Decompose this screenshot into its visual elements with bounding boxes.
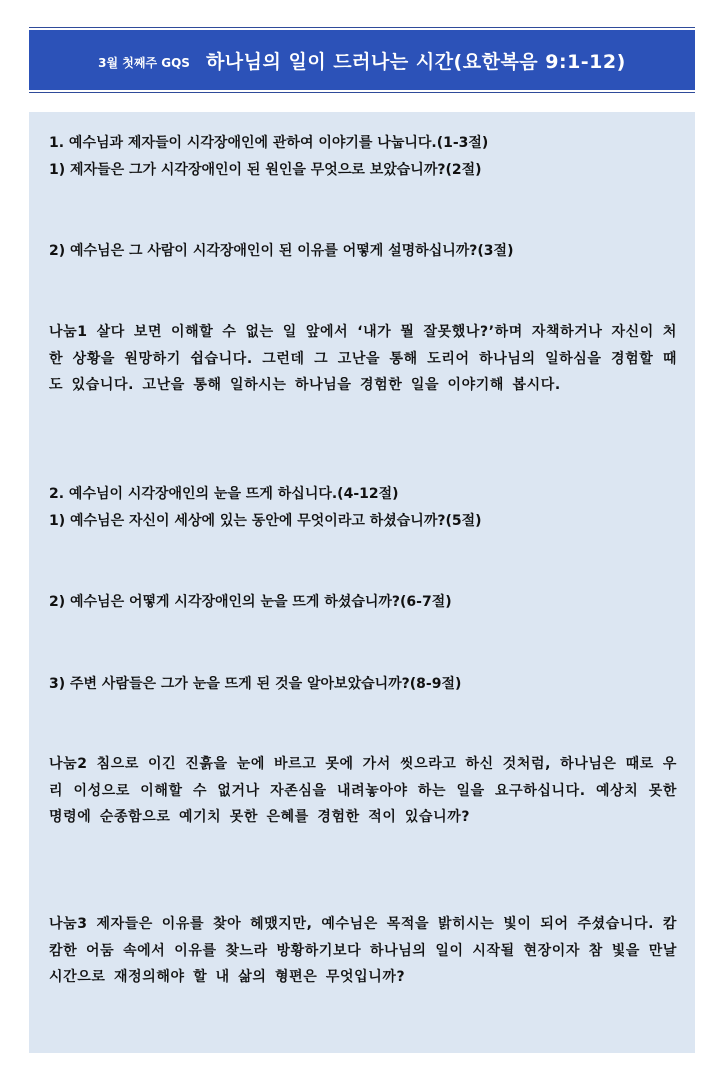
sharing-3: 나눔3 제자들은 이유를 찾아 헤맸지만, 예수님은 목적을 밝히시는 빛이 되어 주셨습니다. 캄캄한 어둠 속에서 이유를 찾느라 방황하기보다 하나님의 일이 시작될 현장이자 참 빛을 만날 시간으로 재정의해야 할 내 삶의 형편은 무엇입니까? [49,916,677,985]
header-subtitle: 3월 첫째주 GQS [98,55,190,70]
section-2-question-3: 3) 주변 사람들은 그가 눈을 뜨게 된 것을 알아보았습니까?(8-9절) [49,676,462,692]
sharing-1: 나눔1 살다 보면 이해할 수 없는 일 앞에서 ‘내가 뭘 잘못했나?’하며 자책하거나 자신이 처한 상황을 원망하기 쉽습니다. 그런데 그 고난을 통해 도리어 하나님의 일하심을 경험할 때도 있습니다. 고난을 통해 일하시는 하나님을 경험한 일을 이야기해 봅시다. [49,324,677,393]
section-1-heading: 1. 예수님과 제자들이 시각장애인에 관하여 이야기를 나눕니다.(1-3절) [49,135,489,151]
page-header [29,30,695,90]
content-box [29,112,695,1053]
section-2-heading: 2. 예수님이 시각장애인의 눈을 뜨게 하십니다.(4-12절) [49,486,399,502]
sharing-2: 나눔2 침으로 이긴 진흙을 눈에 바르고 못에 가서 씻으라고 하신 것처럼, 하나님은 때로 우리 이성으로 이해할 수 없거나 자존심을 내려놓아야 하는 일을 요구하십니다. 예상치 못한 명령에 순종함으로 예기치 못한 은혜를 경험한 적이 있습니까? [49,756,677,825]
header-bottom-rule [29,92,695,93]
page-title: 하나님의 일이 드러나는 시간(요한복음 9:1-12) [205,50,626,73]
section-2-question-2: 2) 예수님은 어떻게 시각장애인의 눈을 뜨게 하셨습니까?(6-7절) [49,594,452,610]
section-1-question-1: 1) 제자들은 그가 시각장애인이 된 원인을 무엇으로 보았습니까?(2절) [49,162,482,178]
section-2-question-1: 1) 예수님은 자신이 세상에 있는 동안에 무엇이라고 하셨습니까?(5절) [49,513,482,529]
header-top-rule [29,27,695,28]
section-1-question-2: 2) 예수님은 그 사람이 시각장애인이 된 이유를 어떻게 설명하십니까?(3절) [49,243,514,259]
